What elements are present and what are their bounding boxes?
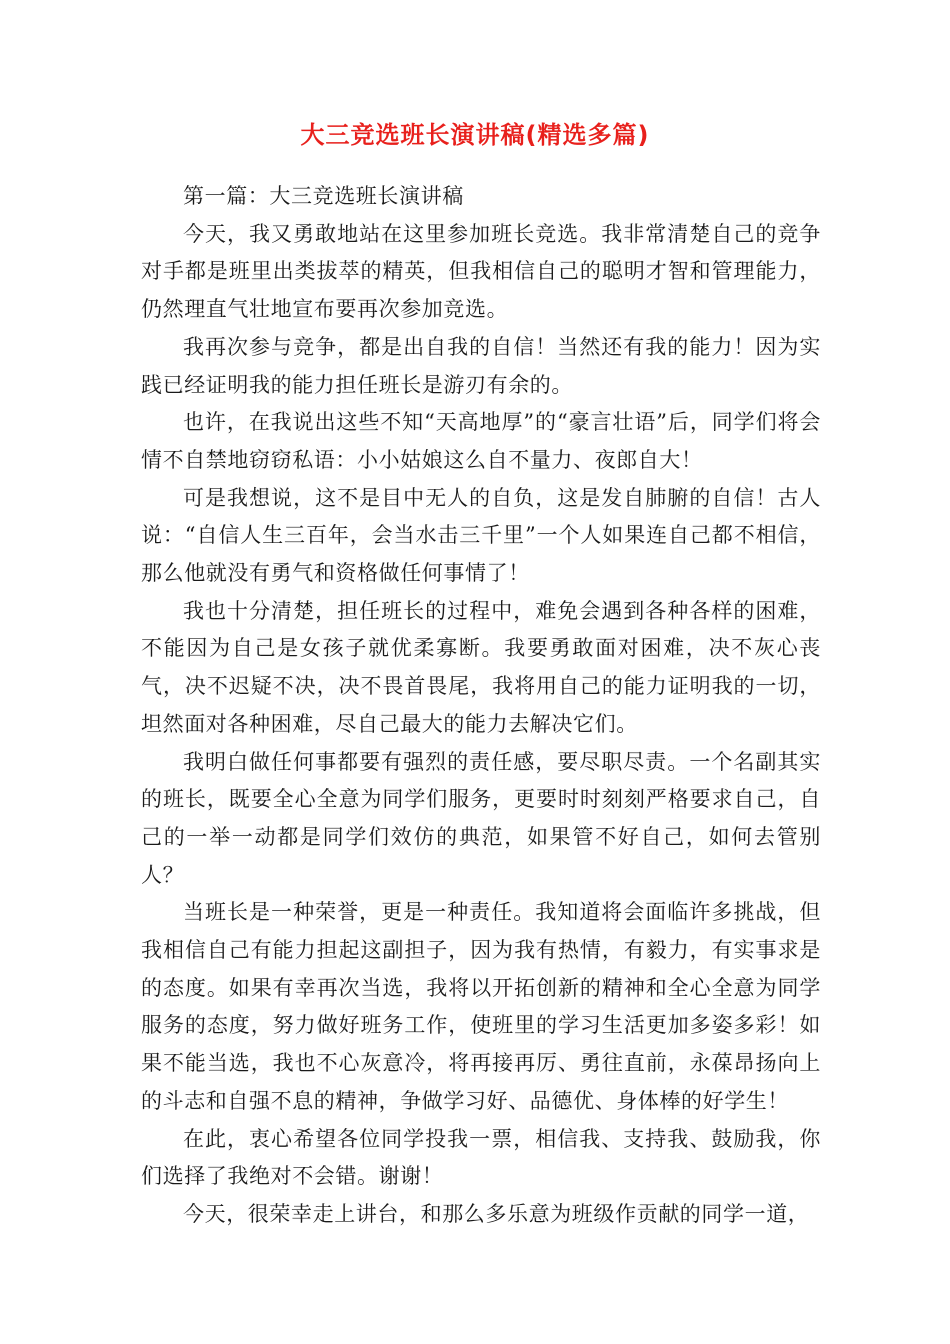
paragraph: 也许，在我说出这些不知“天高地厚”的“豪言壮语”后，同学们将会情不自禁地窃窃私语：小小姑娘这么自不量力、夜郎自大！ (141, 410, 821, 472)
paragraph: 当班长是一种荣誉，更是一种责任。我知道将会面临许多挑战，但我相信自己有能力担起这副担子，因为我有热情，有毅力，有实事求是的态度。如果有幸再次当选，我将以开拓创新的精神和全心全意为同学服务的态度，努力做好班务工作，使班里的学习生活更加多姿多彩！如果不能当选，我也不心灰意冷，将再接再厉、勇往直前，永葆昂扬向上的斗志和自强不息的精神，争做学习好、品德优、身体棒的好学生！ (141, 900, 821, 1113)
paragraph: 在此，衷心希望各位同学投我一票，相信我、支持我、鼓励我，你们选择了我绝对不会错。谢谢！ (141, 1126, 821, 1189)
section-heading: 第一篇：大三竞选班长演讲稿 (183, 184, 464, 208)
paragraph: 可是我想说，这不是目中无人的自负，这是发自肺腑的自信！古人说：“自信人生三百年，会当水击三千里”一个人如果连自己都不相信，那么他就没有勇气和资格做任何事情了！ (141, 485, 821, 586)
paragraph: 我明白做任何事都要有强烈的责任感，要尽职尽责。一个名副其实的班长，既要全心全意为同学们服务，更要时时刻刻严格要求自己，自己的一举一动都是同学们效仿的典范，如果管不好自己，如何去管别人？ (141, 749, 821, 887)
paragraph: 我再次参与竞争，都是出自我的自信！当然还有我的能力！因为实践已经证明我的能力担任班长是游刃有余的。 (141, 334, 821, 397)
paragraph: 今天，我又勇敢地站在这里参加班长竞选。我非常清楚自己的竞争对手都是班里出类拔萃的精英，但我相信自己的聪明才智和管理能力，仍然理直气壮地宣布要再次参加竞选。 (141, 221, 821, 322)
document-title: 大三竞选班长演讲稿(精选多篇) (300, 121, 650, 149)
paragraph: 今天，很荣幸走上讲台，和那么多乐意为班级作贡献的同学一道， (183, 1201, 810, 1226)
paragraph: 我也十分清楚，担任班长的过程中，难免会遇到各种各样的困难，不能因为自己是女孩子就优柔寡断。我要勇敢面对困难，决不灰心丧气，决不迟疑不决，决不畏首畏尾，我将用自己的能力证明我的一切，坦然面对各种困难，尽自己最大的能力去解决它们。 (141, 598, 821, 736)
document-body (141, 178, 821, 1234)
